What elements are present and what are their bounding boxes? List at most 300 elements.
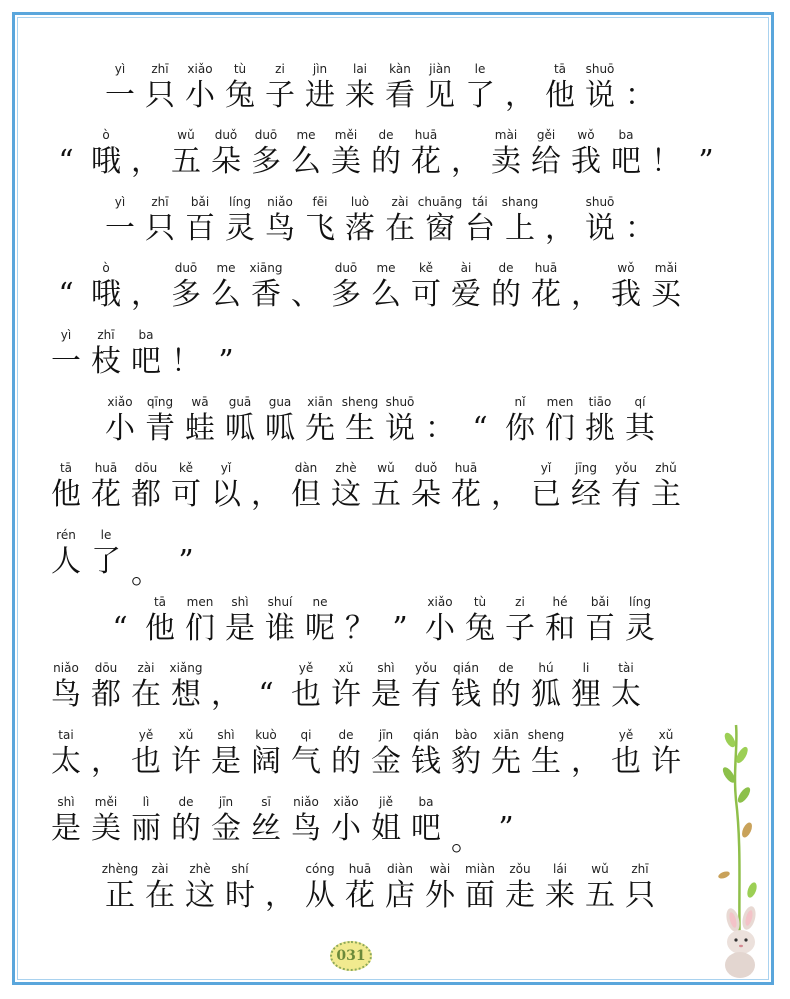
pinyin: men <box>186 595 214 609</box>
hanzi: 太 <box>51 744 81 779</box>
hanzi: 许 <box>171 744 201 779</box>
hanzi: 有 <box>611 477 641 512</box>
char-cell <box>620 195 660 261</box>
pinyin: yǒu <box>614 461 638 475</box>
char-cell <box>486 795 526 861</box>
hanzi: 经 <box>571 477 601 512</box>
pinyin: ba <box>138 328 154 342</box>
pinyin: duō <box>254 128 278 142</box>
hanzi: 的 <box>371 144 401 179</box>
hanzi: 只 <box>145 78 175 113</box>
hanzi: 人 <box>51 544 81 579</box>
char-cell <box>526 728 566 794</box>
char-cell <box>446 795 486 861</box>
char-cell <box>620 595 660 661</box>
hanzi: 是 <box>371 677 401 712</box>
text-line <box>0 328 790 394</box>
pinyin: shuō <box>385 395 415 409</box>
hanzi: 给 <box>531 144 561 179</box>
pinyin: měi <box>94 795 118 809</box>
pinyin: sī <box>261 795 271 809</box>
pinyin: de <box>338 728 354 742</box>
pinyin: jiě <box>378 795 394 809</box>
hanzi: 哦 <box>91 144 121 179</box>
char-cell <box>460 62 500 128</box>
pinyin: lì <box>142 795 150 809</box>
char-cell <box>406 128 446 194</box>
text-line <box>0 62 790 128</box>
hanzi: 百 <box>185 211 215 246</box>
pinyin: xiǎo <box>427 595 453 609</box>
pinyin: zi <box>275 62 285 76</box>
hanzi: 吧 <box>411 811 441 846</box>
pinyin: qián <box>413 728 439 742</box>
hanzi: 在 <box>145 878 175 913</box>
hanzi: ” <box>218 344 234 379</box>
pinyin: le <box>100 528 112 542</box>
hanzi: 钱 <box>451 677 481 712</box>
pinyin: jiàn <box>429 62 451 76</box>
hanzi: 一 <box>105 211 135 246</box>
pinyin: wài <box>429 862 451 876</box>
hanzi: 哦 <box>91 277 121 312</box>
hanzi: 在 <box>131 677 161 712</box>
hanzi: “ <box>472 411 488 446</box>
pinyin: le <box>474 62 486 76</box>
hanzi: 么 <box>371 277 401 312</box>
char-cell <box>206 661 246 727</box>
text-line <box>0 595 790 661</box>
hanzi: 店 <box>385 878 415 913</box>
hanzi: 狐 <box>531 677 561 712</box>
text-line <box>0 728 790 794</box>
hanzi: 说 <box>585 78 615 113</box>
char-cell <box>620 395 660 461</box>
pinyin: zi <box>515 595 525 609</box>
pinyin: xiān <box>307 395 333 409</box>
hanzi: 金 <box>371 744 401 779</box>
hanzi: 也 <box>291 677 321 712</box>
pinyin: zǒu <box>509 862 531 876</box>
hanzi: 落 <box>345 211 375 246</box>
pinyin: xiǎo <box>187 62 213 76</box>
pinyin: tù <box>233 62 247 76</box>
pinyin: de <box>178 795 194 809</box>
hanzi: 正 <box>105 878 135 913</box>
pinyin: yě <box>618 728 634 742</box>
hanzi: 这 <box>185 878 215 913</box>
hanzi: 灵 <box>225 211 255 246</box>
hanzi: 也 <box>611 744 641 779</box>
hanzi: 气 <box>291 744 321 779</box>
hanzi: ， <box>131 277 161 312</box>
pinyin: wǒ <box>577 128 595 142</box>
hanzi: 呢 <box>305 611 335 646</box>
char-cell <box>166 328 206 394</box>
hanzi: ， <box>451 144 481 179</box>
hanzi: 花 <box>91 477 121 512</box>
text-line <box>0 261 790 327</box>
pinyin: me <box>216 261 236 275</box>
hanzi: 来 <box>345 78 375 113</box>
hanzi: 爱 <box>451 277 481 312</box>
hanzi: 都 <box>91 677 121 712</box>
text-line <box>0 661 790 727</box>
hanzi: 是 <box>51 811 81 846</box>
hanzi: 只 <box>145 211 175 246</box>
hanzi: 是 <box>225 611 255 646</box>
hanzi: 花 <box>531 277 561 312</box>
pinyin: ba <box>618 128 634 142</box>
hanzi: 、 <box>291 277 321 312</box>
char-cell <box>46 728 86 794</box>
hanzi: 小 <box>331 811 361 846</box>
hanzi: 鸟 <box>291 811 321 846</box>
hanzi: 花 <box>345 878 375 913</box>
hanzi: 的 <box>491 677 521 712</box>
pinyin: li <box>582 661 590 675</box>
pinyin: lái <box>552 862 568 876</box>
hanzi: 百 <box>585 611 615 646</box>
hanzi: 五 <box>371 477 401 512</box>
hanzi: 台 <box>465 211 495 246</box>
pinyin: kàn <box>389 62 411 76</box>
pinyin: ò <box>102 128 110 142</box>
hanzi: 面 <box>465 878 495 913</box>
hanzi: 狸 <box>571 677 601 712</box>
hanzi: 他 <box>545 78 575 113</box>
hanzi: 多 <box>251 144 281 179</box>
pinyin: hé <box>552 595 568 609</box>
char-cell <box>206 328 246 394</box>
hanzi: 丽 <box>131 811 161 846</box>
hanzi: ， <box>265 878 295 913</box>
pinyin: xiǎo <box>107 395 133 409</box>
hanzi: 我 <box>611 277 641 312</box>
pinyin: bǎi <box>590 595 610 609</box>
pinyin: niǎo <box>53 661 79 675</box>
char-cell <box>166 528 206 594</box>
hanzi: 飞 <box>305 211 335 246</box>
hanzi: 呱 <box>225 411 255 446</box>
hanzi: 他 <box>51 477 81 512</box>
hanzi: 太 <box>611 677 641 712</box>
pinyin: de <box>498 661 514 675</box>
pinyin: xiǎng <box>169 661 203 675</box>
hanzi: 来 <box>545 878 575 913</box>
char-cell <box>686 128 726 194</box>
hanzi: 青 <box>145 411 175 446</box>
hanzi: ， <box>571 277 601 312</box>
pinyin: ba <box>418 795 434 809</box>
hanzi: 走 <box>505 878 535 913</box>
hanzi: 这 <box>331 477 361 512</box>
hanzi: ， <box>251 477 281 512</box>
hanzi: ， <box>491 477 521 512</box>
pinyin: yě <box>298 661 314 675</box>
pinyin: yì <box>114 62 126 76</box>
hanzi: 上 <box>505 211 535 246</box>
hanzi: 么 <box>291 144 321 179</box>
pinyin: me <box>376 261 396 275</box>
hanzi: ！ <box>651 144 681 179</box>
hanzi: 呱 <box>265 411 295 446</box>
hanzi: 也 <box>131 744 161 779</box>
hanzi: 鸟 <box>51 677 81 712</box>
pinyin: zài <box>137 661 155 675</box>
hanzi: 看 <box>385 78 415 113</box>
pinyin: xǔ <box>178 728 194 742</box>
pinyin: diàn <box>387 862 413 876</box>
hanzi: 见 <box>425 78 455 113</box>
pinyin: sheng <box>527 728 565 742</box>
pinyin: shuō <box>585 62 615 76</box>
pinyin: jīng <box>575 461 597 475</box>
hanzi: ， <box>131 144 161 179</box>
char-cell <box>580 62 620 128</box>
hanzi: 兔 <box>465 611 495 646</box>
pinyin: jīn <box>218 795 234 809</box>
pinyin: qí <box>634 395 646 409</box>
pinyin: zhī <box>151 195 169 209</box>
pinyin: wā <box>191 395 209 409</box>
pinyin: měi <box>334 128 358 142</box>
pinyin: yǐ <box>220 461 232 475</box>
pinyin: tā <box>553 62 567 76</box>
hanzi: 想 <box>171 677 201 712</box>
pinyin: zài <box>391 195 409 209</box>
pinyin: zhī <box>151 62 169 76</box>
hanzi: ， <box>505 78 535 113</box>
hanzi: ” <box>698 144 714 179</box>
pinyin: dàn <box>294 461 318 475</box>
hanzi: 已 <box>531 477 561 512</box>
char-cell <box>246 261 286 327</box>
hanzi: 先 <box>305 411 335 446</box>
pinyin: tiāo <box>588 395 612 409</box>
pinyin: duǒ <box>414 461 438 475</box>
hanzi: 鸟 <box>265 211 295 246</box>
char-cell <box>606 661 646 727</box>
hanzi: 谁 <box>265 611 295 646</box>
pinyin: zhǔ <box>655 461 677 475</box>
hanzi: 是 <box>211 744 241 779</box>
hanzi: 在 <box>385 211 415 246</box>
hanzi: 多 <box>171 277 201 312</box>
text-line <box>0 528 790 594</box>
pinyin: xǔ <box>338 661 354 675</box>
char-cell <box>220 862 260 928</box>
pinyin: fēi <box>312 195 328 209</box>
hanzi: 其 <box>625 411 655 446</box>
pinyin: wǔ <box>591 862 609 876</box>
hanzi: 有 <box>411 677 441 712</box>
pinyin: niǎo <box>293 795 319 809</box>
pinyin: bǎi <box>190 195 210 209</box>
hanzi: “ <box>258 677 274 712</box>
pinyin: jìn <box>312 62 328 76</box>
hanzi: “ <box>58 144 74 179</box>
hanzi: 钱 <box>411 744 441 779</box>
char-cell <box>620 62 660 128</box>
hanzi: 的 <box>171 811 201 846</box>
text-line <box>0 795 790 861</box>
hanzi: 五 <box>171 144 201 179</box>
pinyin: chuāng <box>417 195 463 209</box>
char-cell <box>300 595 340 661</box>
char-cell <box>126 328 166 394</box>
hanzi: ： <box>625 78 655 113</box>
hanzi: 他 <box>145 611 175 646</box>
text-line <box>0 461 790 527</box>
hanzi: 么 <box>211 277 241 312</box>
hanzi: 可 <box>411 277 441 312</box>
hanzi: 花 <box>451 477 481 512</box>
hanzi: 可 <box>171 477 201 512</box>
pinyin: de <box>498 261 514 275</box>
hanzi: 豹 <box>451 744 481 779</box>
hanzi: 小 <box>185 78 215 113</box>
hanzi: 都 <box>131 477 161 512</box>
hanzi: 花 <box>411 144 441 179</box>
hanzi: 许 <box>331 677 361 712</box>
hanzi: 朵 <box>411 477 441 512</box>
hanzi: 子 <box>505 611 535 646</box>
pinyin: xiǎo <box>333 795 359 809</box>
pinyin: shì <box>57 795 75 809</box>
pinyin: sheng <box>341 395 379 409</box>
hanzi: ： <box>625 211 655 246</box>
char-cell <box>340 595 380 661</box>
char-cell <box>86 128 126 194</box>
hanzi: 主 <box>651 477 681 512</box>
pinyin: nǐ <box>514 395 526 409</box>
pinyin: zhè <box>189 862 211 876</box>
pinyin: zhī <box>631 862 649 876</box>
pinyin: gěi <box>536 128 556 142</box>
hanzi: 吧 <box>611 144 641 179</box>
hanzi: 朵 <box>211 144 241 179</box>
char-cell <box>406 795 446 861</box>
text-line <box>0 862 790 928</box>
hanzi: 和 <box>545 611 575 646</box>
hanzi: 们 <box>545 411 575 446</box>
hanzi: 许 <box>651 744 681 779</box>
pinyin: yǐ <box>540 461 552 475</box>
char-cell <box>206 461 246 527</box>
hanzi: 香 <box>251 277 281 312</box>
hanzi: 生 <box>531 744 561 779</box>
pinyin: tái <box>472 195 488 209</box>
pinyin: zhī <box>97 328 115 342</box>
hanzi: ” <box>392 611 408 646</box>
pinyin: yě <box>138 728 154 742</box>
hanzi: 子 <box>265 78 295 113</box>
hanzi: ， <box>571 744 601 779</box>
char-cell <box>500 195 540 261</box>
char-cell <box>580 195 620 261</box>
hanzi: 从 <box>305 878 335 913</box>
pinyin: yì <box>114 195 126 209</box>
hanzi: ！ <box>171 344 201 379</box>
page-number-badge <box>330 941 372 971</box>
char-cell <box>606 128 646 194</box>
hanzi: ， <box>211 677 241 712</box>
hanzi: 以 <box>211 477 241 512</box>
pinyin: me <box>296 128 316 142</box>
hanzi: 金 <box>211 811 241 846</box>
pinyin: zài <box>151 862 169 876</box>
pinyin: huā <box>534 261 558 275</box>
hanzi: 先 <box>491 744 521 779</box>
hanzi: 兔 <box>225 78 255 113</box>
hanzi: 外 <box>425 878 455 913</box>
pinyin: niǎo <box>267 195 293 209</box>
hanzi: 姐 <box>371 811 401 846</box>
pinyin: hú <box>538 661 554 675</box>
char-cell <box>86 528 126 594</box>
pinyin: tā <box>59 461 73 475</box>
hanzi: 你 <box>505 411 535 446</box>
hanzi: 买 <box>651 277 681 312</box>
hanzi: 阔 <box>251 744 281 779</box>
pinyin: dōu <box>94 661 118 675</box>
hanzi: 的 <box>491 277 521 312</box>
text-line <box>0 395 790 461</box>
pinyin: wǔ <box>177 128 195 142</box>
hanzi: 一 <box>105 78 135 113</box>
char-cell <box>620 862 660 928</box>
pinyin: shì <box>217 728 235 742</box>
bunny-with-vine-icon <box>700 720 780 980</box>
pinyin: luò <box>350 195 370 209</box>
pinyin: tai <box>58 728 74 742</box>
pinyin: xǔ <box>658 728 674 742</box>
hanzi: 卖 <box>491 144 521 179</box>
hanzi: ， <box>545 211 575 246</box>
hanzi: ” <box>498 811 514 846</box>
hanzi: “ <box>112 611 128 646</box>
pinyin: guā <box>228 395 252 409</box>
pinyin: rén <box>56 528 76 542</box>
pinyin: wǔ <box>377 461 395 475</box>
pinyin: huā <box>454 461 478 475</box>
hanzi: 多 <box>331 277 361 312</box>
pinyin: yì <box>60 328 72 342</box>
pinyin: tài <box>618 661 634 675</box>
hanzi: 五 <box>585 878 615 913</box>
pinyin: duǒ <box>214 128 238 142</box>
pinyin: mǎi <box>654 261 678 275</box>
pinyin: gua <box>268 395 292 409</box>
pinyin: lai <box>352 62 368 76</box>
hanzi: 枝 <box>91 344 121 379</box>
pinyin: shì <box>377 661 395 675</box>
pinyin: ne <box>312 595 328 609</box>
text-line <box>0 128 790 194</box>
pinyin: tù <box>473 595 487 609</box>
hanzi: 时 <box>225 878 255 913</box>
char-cell <box>646 461 686 527</box>
char-cell <box>646 728 686 794</box>
hanzi: 。 <box>131 556 161 591</box>
hanzi: 。 <box>451 823 481 858</box>
hanzi: 们 <box>185 611 215 646</box>
char-cell <box>446 461 486 527</box>
hanzi: ” <box>178 544 194 579</box>
hanzi: 一 <box>51 344 81 379</box>
pinyin: kuò <box>255 728 277 742</box>
